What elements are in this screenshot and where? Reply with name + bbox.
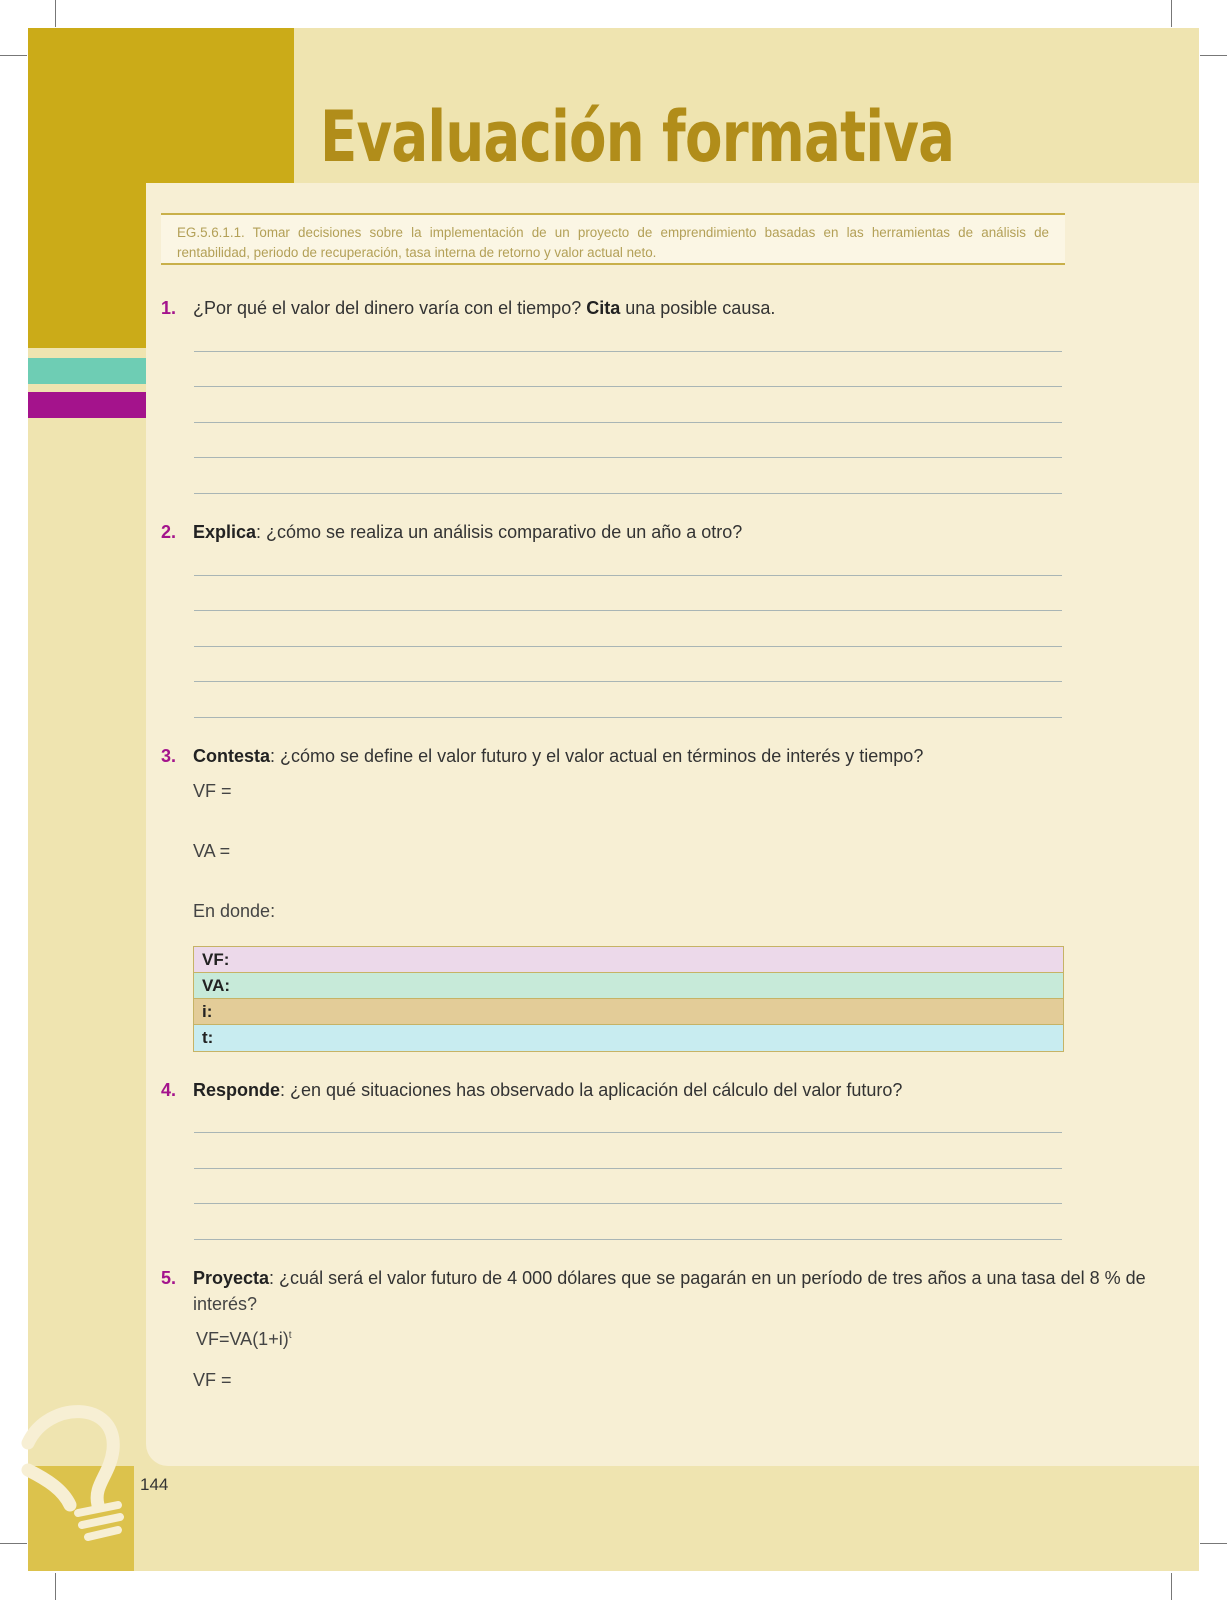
crop-mark xyxy=(0,55,27,56)
vf-answer-label: VF = xyxy=(193,1370,232,1390)
lightbulb-icon xyxy=(18,1405,138,1555)
answer-line[interactable] xyxy=(194,717,1062,718)
va-label: VA = xyxy=(193,841,231,861)
answer-line[interactable] xyxy=(194,493,1062,494)
answer-line[interactable] xyxy=(194,422,1062,423)
teal-accent-bar xyxy=(28,358,146,384)
evaluation-criterion: EG.5.6.1.1. Tomar decisiones sobre la implementación de un proyecto de emprendimiento basadas en las herramientas de análisis de rentabilidad, periodo de recuperación, tasa interna de retorno y valor actual neto. xyxy=(161,213,1065,265)
question-number: 5. xyxy=(161,1268,177,1288)
crop-mark xyxy=(1200,1543,1227,1544)
question-text: Responde: ¿en qué situaciones has observado la aplicación del cálculo del valor futuro? xyxy=(193,1080,903,1100)
question-text: Proyecta: ¿cuál será el valor futuro de 4 000 dólares que se pagarán en un período de tres años a una tasa del 8 % de xyxy=(193,1268,1146,1288)
answer-line[interactable] xyxy=(194,1239,1062,1240)
definition-row-vf[interactable]: VF: xyxy=(194,947,1063,973)
question-5-continuation: interés? xyxy=(193,1294,258,1314)
page-title: Evaluación formativa xyxy=(320,96,955,178)
crop-mark xyxy=(55,1573,56,1600)
question-text: Contesta: ¿cómo se define el valor futuro y el valor actual en términos de interés y tiempo? xyxy=(193,746,924,766)
answer-line[interactable] xyxy=(194,1132,1062,1133)
crop-mark xyxy=(1171,1573,1172,1600)
answer-line[interactable] xyxy=(194,1203,1062,1204)
question-number: 2. xyxy=(161,522,177,542)
question-text: Explica: ¿cómo se realiza un análisis comparativo de un año a otro? xyxy=(193,522,743,542)
future-value-formula: $VF=VA(1+i)^t$ xyxy=(196,1329,292,1349)
answer-line[interactable] xyxy=(194,610,1062,611)
answer-line[interactable] xyxy=(194,681,1062,682)
definition-row-t[interactable]: t: xyxy=(194,1025,1063,1051)
definition-row-va[interactable]: VA: xyxy=(194,973,1063,999)
question-number: 3. xyxy=(161,746,177,766)
answer-line[interactable] xyxy=(194,1168,1062,1169)
crop-mark xyxy=(1171,0,1172,27)
answer-line[interactable] xyxy=(194,351,1062,352)
question-number: 4. xyxy=(161,1080,177,1100)
answer-line[interactable] xyxy=(194,646,1062,647)
answer-line[interactable] xyxy=(194,386,1062,387)
crop-mark xyxy=(55,0,56,27)
question-number: 1. xyxy=(161,298,177,318)
definition-row-i[interactable]: i: xyxy=(194,999,1063,1025)
magenta-accent-bar xyxy=(28,392,146,418)
page-number: 144 xyxy=(140,1475,169,1494)
en-donde-label: En donde: xyxy=(193,901,276,921)
vf-label: VF = xyxy=(193,781,232,801)
answer-line[interactable] xyxy=(194,575,1062,576)
answer-line[interactable] xyxy=(194,457,1062,458)
definitions-table xyxy=(193,946,1064,1052)
crop-mark xyxy=(1200,55,1227,56)
question-text: ¿Por qué el valor del dinero varía con el tiempo? Cita una posible causa. xyxy=(193,298,776,318)
